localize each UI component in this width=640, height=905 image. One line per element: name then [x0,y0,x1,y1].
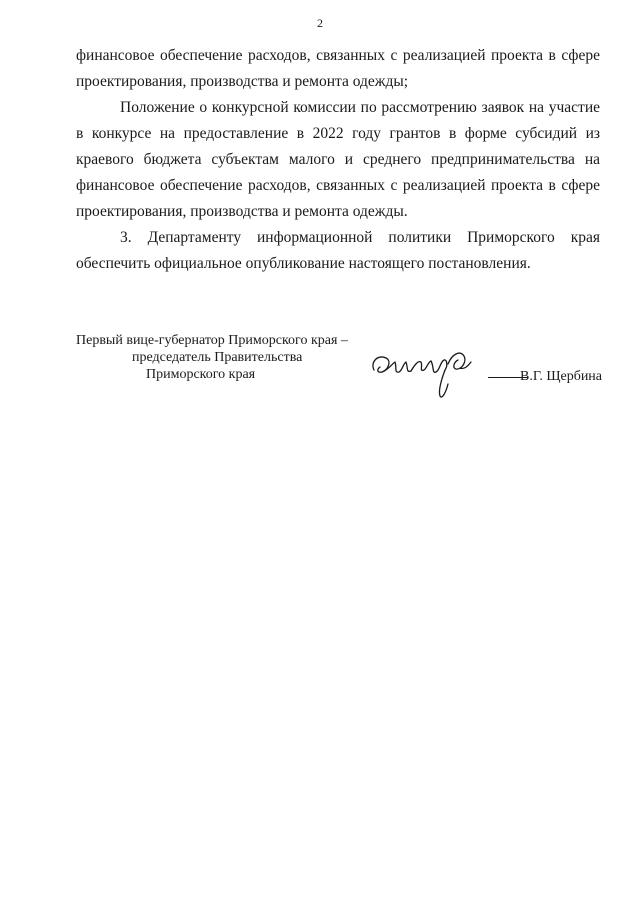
signature-block [76,332,603,402]
paragraph-publication-order: 3. Департаменту информационной политики Приморского края обеспечить официальное опубликование настоящего постановления. [76,229,600,272]
signatory-name: В.Г. Щербина [520,369,603,384]
signatory-title-line-2: председатель Правительства [132,350,303,365]
signatory-title-line-1: Первый вице-губернатор Приморского края – [76,333,348,348]
signatory-title-line-3: Приморского края [146,367,256,382]
page-number: 2 [317,16,323,30]
document-body [76,43,600,277]
handwritten-signature [368,340,488,402]
paragraph-continuation: финансовое обеспечение расходов, связанных с реализацией проекта в сфере проектирования, производства и ремонта одежды; [76,47,600,90]
paragraph-commission-regulation: Положение о конкурсной комиссии по рассмотрению заявок на участие в конкурсе на предоставление в 2022 году грантов в форме субсидий из краевого бюджета субъектам малого и среднего предпринимательства на финансовое обеспечение расходов, связанных с реализацией проекта в сфере проектирования, производства и ремонта одежды. [76,99,600,220]
